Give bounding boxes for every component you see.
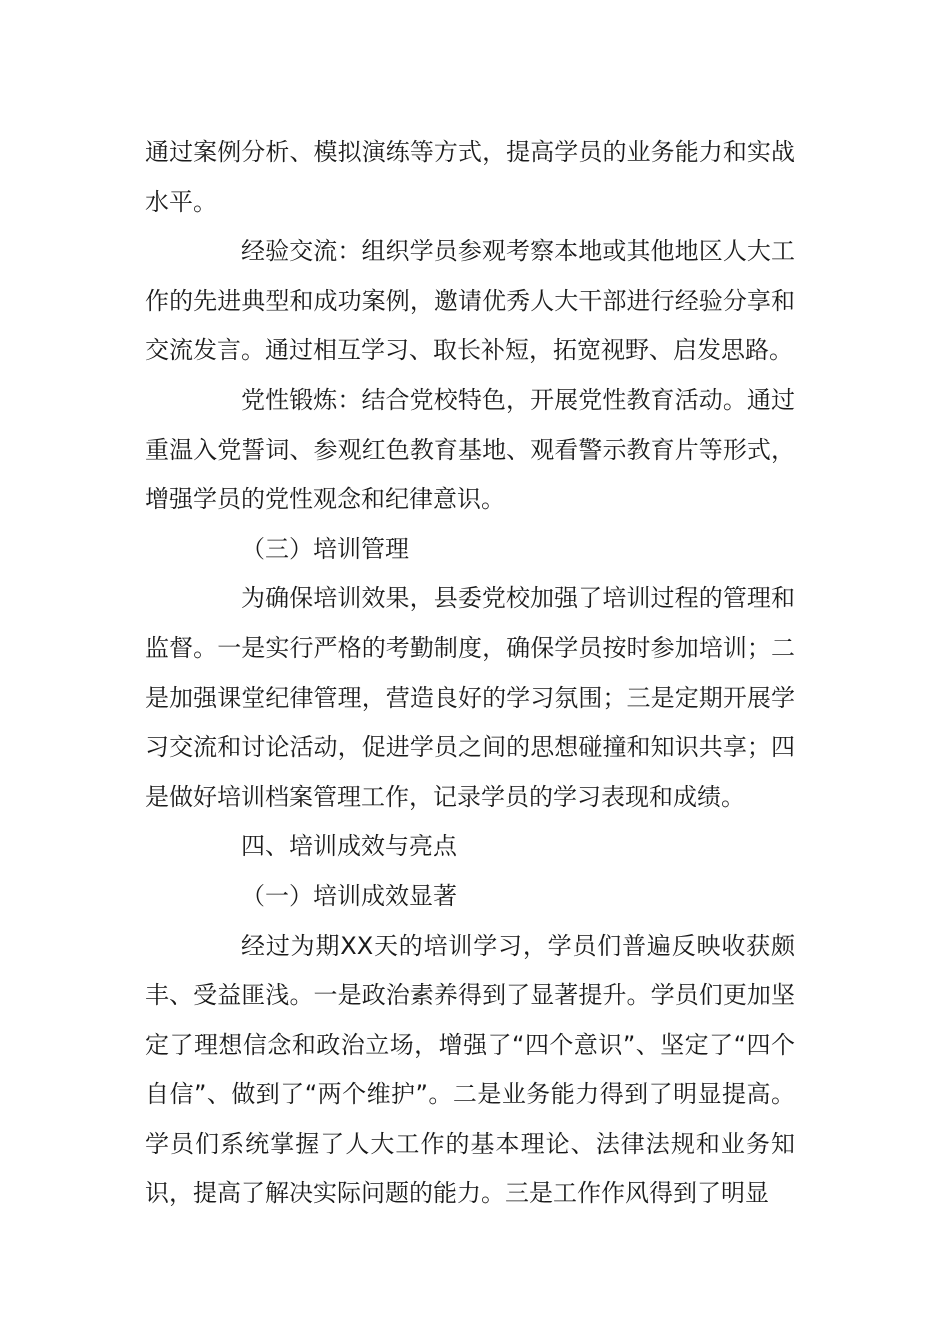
document-page — [145, 128, 795, 1219]
paragraph-significant-results: 经过为期XX天的培训学习，学员们普遍反映收获颇丰、受益匪浅。一是政治素养得到了显著提升。学员们更加坚定了理想信念和政治立场，增强了“四个意识”、坚定了“四个自信”、做到了“两个维护”。二是业务能力得到了明显提高。学员们系统掌握了人大工作的基本理论、法律法规和业务知识，提高了解决实际问题的能力。三是工作作风得到了明显 — [145, 931, 795, 1208]
subheading-training-management: （三）培训管理 — [241, 534, 409, 563]
subheading-significant-results: （一）培训成效显著 — [241, 881, 457, 910]
heading-results-highlights: 四、培训成效与亮点 — [241, 832, 457, 861]
paragraph-practice-continuation: 通过案例分析、模拟演练等方式，提高学员的业务能力和实战水平。 — [145, 138, 795, 216]
paragraph-training-management: 为确保培训效果，县委党校加强了培训过程的管理和监督。一是实行严格的考勤制度，确保学员按时参加培训；二是加强课堂纪律管理，营造良好的学习氛围；三是定期开展学习交流和讨论活动，促进学员之间的思想碰撞和知识共享；四是做好培训档案管理工作，记录学员的学习表现和成绩。 — [145, 584, 795, 811]
paragraph-party-training: 党性锻炼：结合党校特色，开展党性教育活动。通过重温入党誓词、参观红色教育基地、观看警示教育片等形式，增强学员的党性观念和纪律意识。 — [145, 385, 795, 514]
paragraph-experience-exchange: 经验交流：组织学员参观考察本地或其他地区人大工作的先进典型和成功案例，邀请优秀人大干部进行经验分享和交流发言。通过相互学习、取长补短，拓宽视野、启发思路。 — [145, 237, 795, 365]
